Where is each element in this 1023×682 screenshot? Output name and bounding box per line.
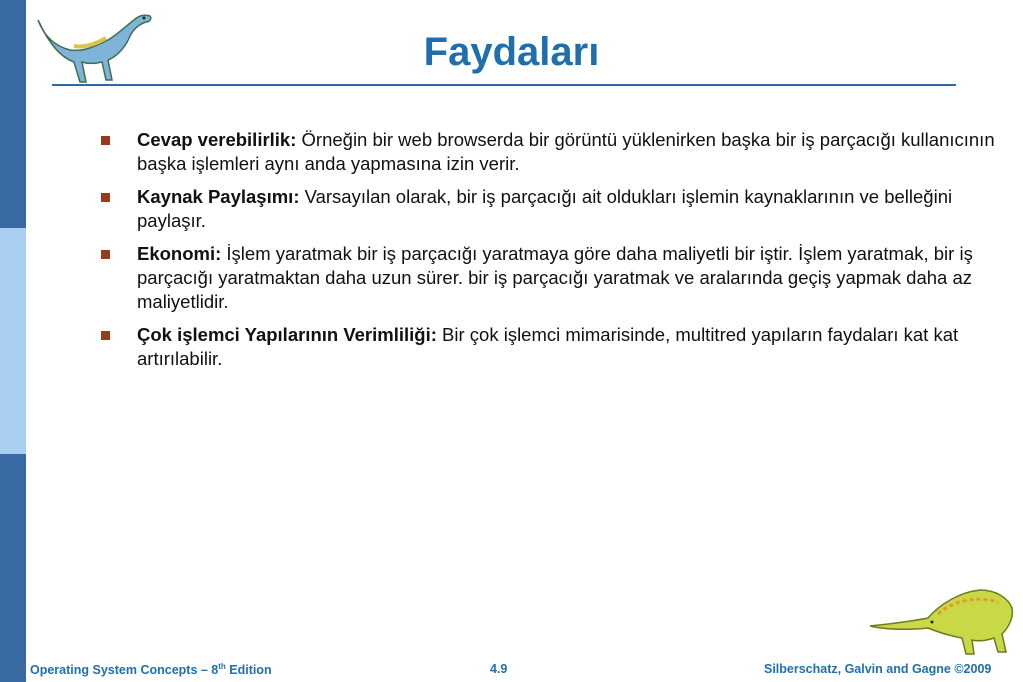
bullet-list [100, 128, 1000, 380]
footer-edition-text: Edition [225, 663, 272, 678]
list-item [100, 128, 1000, 176]
bullet-marker-icon [101, 193, 110, 202]
list-item [100, 242, 1000, 314]
list-item [100, 185, 1000, 233]
sidebar-highlight [0, 228, 26, 454]
footer-edition-sup: th [218, 662, 226, 671]
list-item [100, 323, 1000, 371]
bullet-label: Çok işlemci Yapılarının Verimliliği: [137, 324, 437, 345]
title-divider [52, 84, 956, 86]
bullet-label: Cevap verebilirlik: [137, 129, 297, 150]
bullet-text: Örneğin bir web browserda bir görüntü yüklenirken başka bir iş parçacığı kullanıcının başka işlemleri aynı anda yapmasına izin verir. [137, 129, 995, 174]
bullet-marker-icon [101, 250, 110, 259]
footer-page-number: 4.9 [490, 662, 508, 676]
sidebar-stripe [0, 0, 26, 682]
footer-copyright: Silberschatz, Galvin and Gagne ©2009 [764, 662, 992, 676]
footer-book-title-text: Operating System Concepts – 8 [30, 663, 219, 678]
bullet-marker-icon [101, 136, 110, 145]
bullet-text: İşlem yaratmak bir iş parçacığı yaratmaya göre daha maliyetli bir iştir. İşlem yaratmak, bir iş parçacığı yaratmaktan daha uzun sürer. bir iş parçacığı yaratmak ve aralarında geçiş yapmak daha az maliyetlidir. [137, 243, 973, 312]
bullet-label: Kaynak Paylaşımı: [137, 186, 300, 207]
dinosaur-footer-icon [868, 584, 1018, 656]
bullet-marker-icon [101, 331, 110, 340]
footer-book-title [30, 662, 272, 677]
bullet-text: Varsayılan olarak, bir iş parçacığı ait oldukları işlemin kaynaklarının ve belleğini paylaşır. [137, 186, 953, 231]
bullet-text: Bir çok işlemci mimarisinde, multitred yapıların faydaları kat kat artırılabilir. [137, 324, 959, 369]
bullet-label: Ekonomi: [137, 243, 222, 264]
slide-title: Faydaları [423, 30, 600, 74]
